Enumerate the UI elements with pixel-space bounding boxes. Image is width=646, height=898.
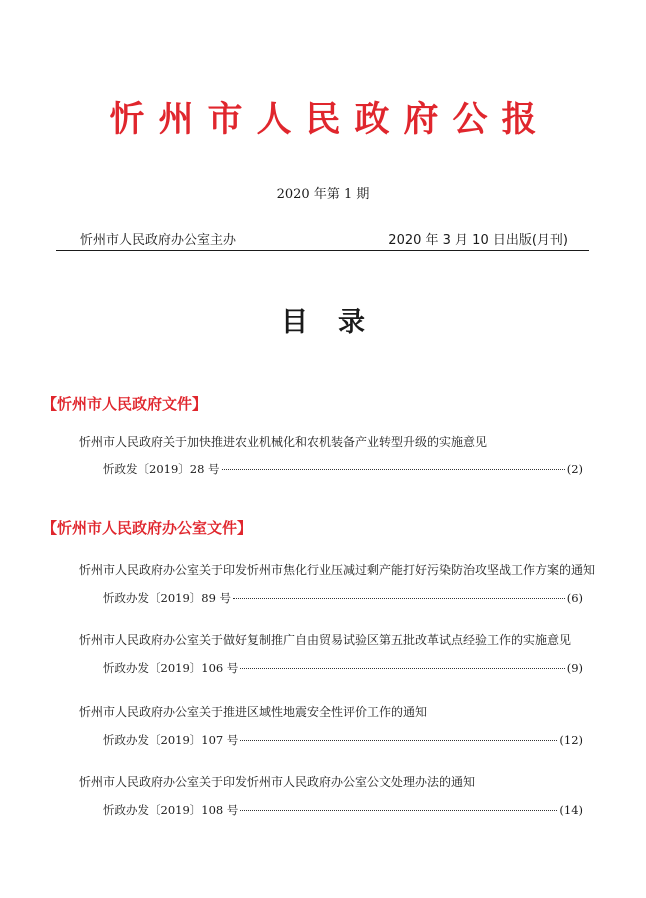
section-heading: 【忻州市人民政府文件】 xyxy=(42,395,208,413)
header-divider xyxy=(56,250,589,251)
toc-entry-title[interactable]: 忻州市人民政府办公室关于印发忻州市人民政府办公室公文处理办法的通知 xyxy=(79,775,476,789)
page-number: (2) xyxy=(566,462,583,476)
toc-entry-line[interactable] xyxy=(103,802,583,818)
masthead-title: 忻州市人民政府公报 xyxy=(109,99,551,140)
toc-entry-title[interactable]: 忻州市人民政府办公室关于做好复制推广自由贸易试验区第五批改革试点经验工作的实施意见 xyxy=(79,633,572,647)
toc-entry-line[interactable] xyxy=(103,461,583,477)
document-number: 忻政办发〔2019〕108 号 xyxy=(103,803,239,817)
issue-number: 2020 年第 1 期 xyxy=(276,187,370,202)
toc-entry-title[interactable]: 忻州市人民政府关于加快推进农业机械化和农机装备产业转型升级的实施意见 xyxy=(79,435,488,449)
dot-leader xyxy=(222,469,565,470)
document-number: 忻政办发〔2019〕107 号 xyxy=(103,733,239,747)
dot-leader xyxy=(240,668,564,669)
section-heading: 【忻州市人民政府办公室文件】 xyxy=(42,519,253,537)
toc-title: 目录 xyxy=(281,307,395,338)
toc-entry-line[interactable] xyxy=(103,732,583,748)
document-number: 忻政发〔2019〕28 号 xyxy=(103,462,220,476)
dot-leader xyxy=(240,810,557,811)
document-number: 忻政办发〔2019〕106 号 xyxy=(103,661,239,675)
sponsor: 忻州市人民政府办公室主办 xyxy=(80,233,237,248)
publication-date: 2020 年 3 月 10 日出版(月刊) xyxy=(388,233,568,248)
toc-entry-line[interactable] xyxy=(103,590,583,606)
page-number: (9) xyxy=(566,661,583,675)
page-number: (14) xyxy=(559,803,583,817)
dot-leader xyxy=(233,598,565,599)
toc-entry-title[interactable]: 忻州市人民政府办公室关于推进区域性地震安全性评价工作的通知 xyxy=(79,705,428,719)
page-number: (12) xyxy=(559,733,583,747)
toc-entry-title[interactable]: 忻州市人民政府办公室关于印发忻州市焦化行业压减过剩产能打好污染防治攻坚战工作方案的通知 xyxy=(79,563,596,577)
dot-leader xyxy=(240,740,557,741)
document-number: 忻政办发〔2019〕89 号 xyxy=(103,591,232,605)
toc-entry-line[interactable] xyxy=(103,660,583,676)
page-number: (6) xyxy=(566,591,583,605)
